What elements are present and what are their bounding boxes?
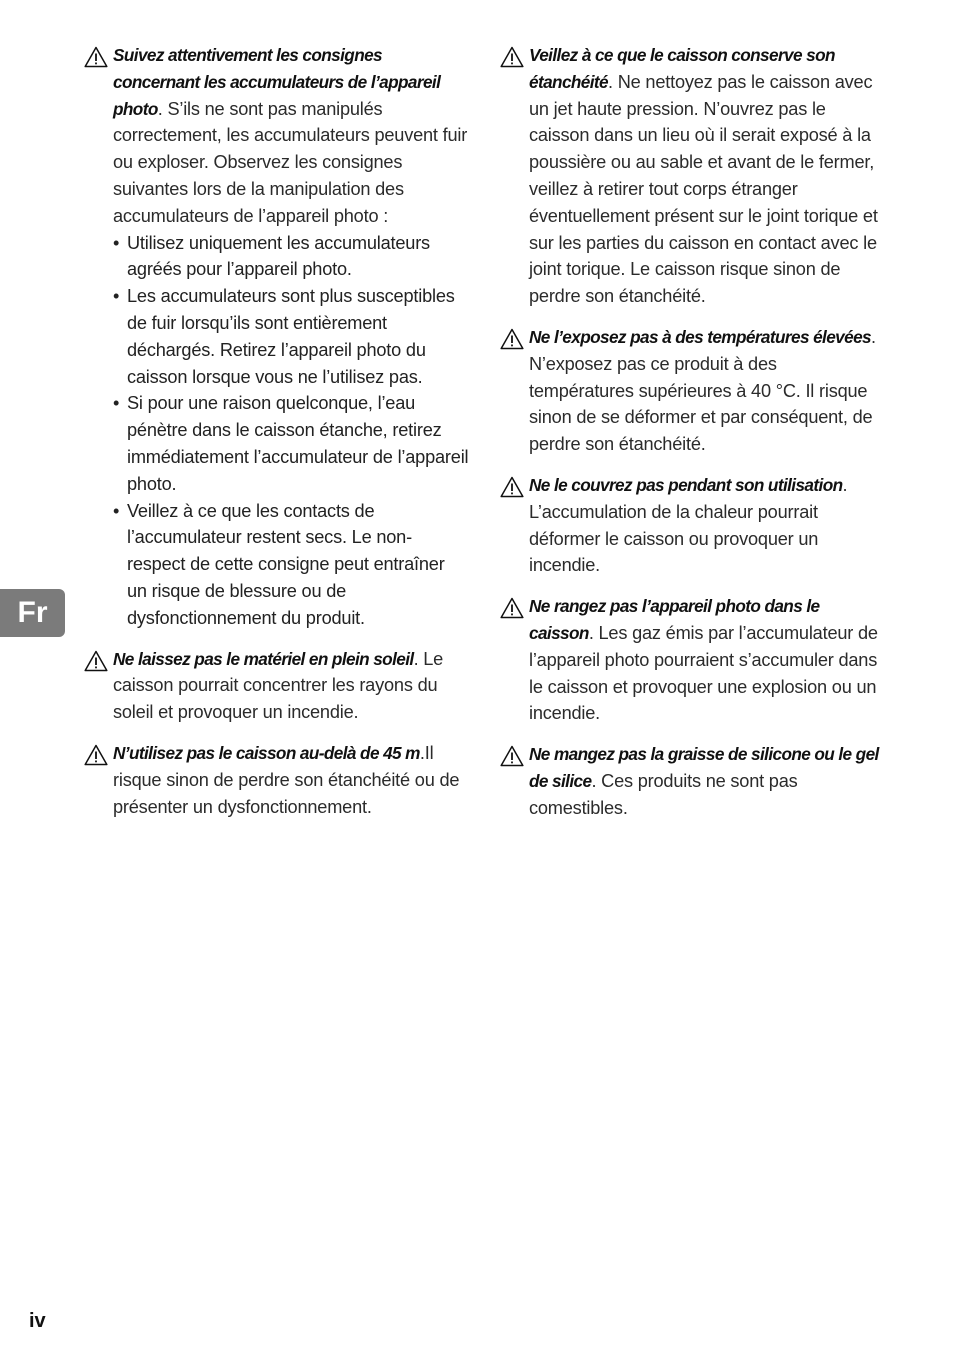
list-item: • Utilisez uniquement les accumulateurs agréés pour l’appareil photo.	[127, 230, 469, 284]
warning-battery	[84, 42, 469, 632]
warning-sunlight	[84, 646, 469, 726]
warning-icon	[500, 46, 524, 68]
warning-waterproofing	[500, 42, 885, 310]
warning-title: Veillez à ce que le caisson conserve son étanchéité	[529, 45, 835, 92]
warning-title: Ne mangez pas la graisse de silicone ou le gel de silice	[529, 744, 879, 791]
warning-body: .Il risque sinon de perdre son étanchéité ou de présenter un dysfonctionnement.	[113, 742, 460, 817]
warning-title: Ne laissez pas le matériel en plein soleil	[113, 648, 414, 669]
page-number: iv	[29, 1310, 46, 1332]
warning-icon	[500, 597, 524, 619]
warning-title: Ne l’exposez pas à des températures élevées	[529, 326, 872, 347]
left-column	[84, 42, 469, 834]
warning-storage	[500, 593, 885, 727]
warning-body: . N’exposez pas ce produit à des températures supérieures à 40 °C. Il risque sinon de se déformer et par conséquent, de perdre son étanchéité.	[529, 326, 876, 455]
warning-body: . Les gaz émis par l’accumulateur de l’appareil photo pourraient s’accumuler dans le caisson et provoquer une explosion ou un incendie.	[529, 622, 878, 724]
warning-depth	[84, 740, 469, 820]
bullet-list	[113, 230, 469, 632]
warning-icon	[84, 744, 108, 766]
list-item: • Les accumulateurs sont plus susceptibles de fuir lorsqu’ils sont entièrement déchargés. Retirez l’appareil photo du caisson lorsque vous ne l’utilisez pas.	[127, 283, 469, 390]
warning-temperature	[500, 324, 885, 458]
list-item: • Si pour une raison quelconque, l’eau pénètre dans le caisson étanche, retirez immédiatement l’accumulateur de l’appareil photo.	[127, 390, 469, 497]
warning-title: Suivez attentivement les consignes concernant les accumulateurs de l’appareil photo	[113, 45, 441, 119]
warning-body: . Ces produits ne sont pas comestibles.	[529, 770, 798, 818]
warning-silicone	[500, 741, 885, 821]
warning-body: . Le caisson pourrait concentrer les rayons du soleil et provoquer un incendie.	[113, 648, 444, 723]
warning-icon	[500, 745, 524, 767]
list-item: • Veillez à ce que les contacts de l’accumulateur restent secs. Le non-respect de cette consigne peut entraîner un risque de blessure ou de dysfonctionnement du produit.	[127, 498, 469, 632]
warning-body: . Ne nettoyez pas le caisson avec un jet haute pression. N’ouvrez pas le caisson dans un lieu où il serait exposé à la poussière ou au sable et avant de le fermer, veillez à retirer tout corps étranger éventuellement présent sur le joint torique et sur les parties du caisson en contact avec le joint torique. Le caisson risque sinon de perdre son étanchéité.	[529, 71, 878, 307]
warning-title: Ne le couvrez pas pendant son utilisation	[529, 474, 843, 495]
warning-icon	[500, 328, 524, 350]
warning-icon	[500, 476, 524, 498]
warning-body: . L’accumulation de la chaleur pourrait déformer le caisson ou provoquer un incendie.	[529, 474, 848, 576]
warning-body: . S’ils ne sont pas manipulés correctement, les accumulateurs peuvent fuir ou exploser. Observez les consignes suivantes lors de la manipulation des accumulateurs de l’appareil photo :	[113, 98, 468, 226]
warning-title: Ne rangez pas l’appareil photo dans le caisson	[529, 596, 820, 643]
warning-title: N’utilisez pas le caisson au-delà de 45 m	[113, 742, 420, 763]
warning-covering	[500, 472, 885, 579]
warning-icon	[84, 46, 108, 68]
right-column	[500, 42, 885, 836]
warning-icon	[84, 650, 108, 672]
language-tab: Fr	[0, 589, 65, 637]
